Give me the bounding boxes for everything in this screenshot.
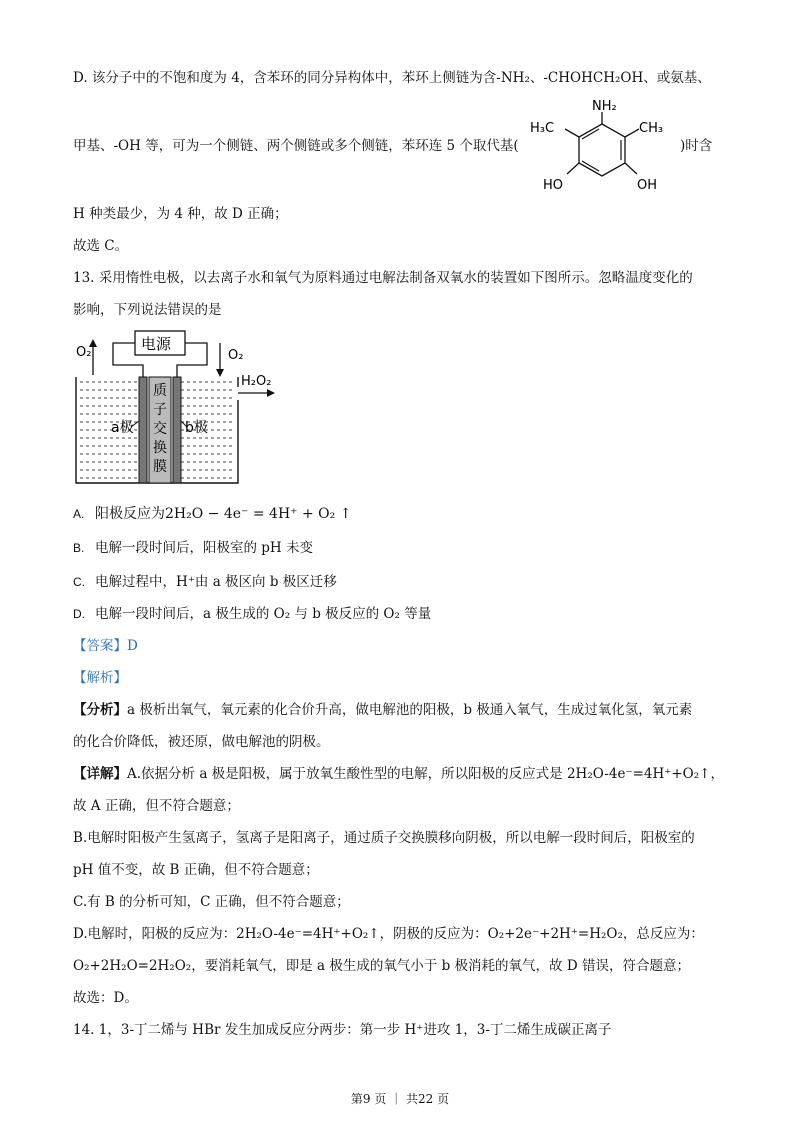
a-electrode-label: a极 xyxy=(111,420,134,436)
q13-analysis-header: 【解析】 xyxy=(73,670,127,686)
prev-d-line1: D. 该分子中的不饱和度为 4，含苯环的同分异构体中，苯环上侧链为含-NH₂、-CHOHCH₂OH、或氨基、 xyxy=(73,70,711,86)
q13-detail-b2: pH 值不变，故 B 正确，但不符合题意； xyxy=(73,862,319,878)
option-text: 电解一段时间后，a 极生成的 O₂ 与 b 极反应的 O₂ 等量 xyxy=(95,606,432,622)
membrane-char-2: 子 xyxy=(153,402,167,418)
page-footer: 第9 页 ｜ 共22 页 xyxy=(350,1092,450,1106)
oh-left-label: HO xyxy=(543,178,564,193)
oh-right-label: OH xyxy=(637,178,658,193)
analysis-tag: 【分析】 xyxy=(73,702,127,718)
q13-choice: 故选：D。 xyxy=(73,990,138,1006)
option-text: 电解过程中，H⁺由 a 极区向 b 极区迁移 xyxy=(95,574,337,590)
option-letter: C. xyxy=(73,575,85,589)
prev-choice: 故选 C。 xyxy=(73,238,129,254)
q14-stem-line1: 14. 1，3-丁二烯与 HBr 发生加成反应分两步：第一步 H⁺进攻 1，3-丁二烯生成碳正离子 xyxy=(73,1022,612,1038)
detail-text: A.依据分析 a 极是阳极，属于放氧生酸性型的电解，所以阳极的反应式是 2H₂O-4e⁻=4H⁺+O₂↑， xyxy=(127,766,724,782)
electrolysis-svg xyxy=(73,325,293,493)
q13-option-b xyxy=(73,539,313,557)
membrane-char-4: 换 xyxy=(153,440,167,456)
o2-left-label: O₂ xyxy=(76,345,92,360)
electrolysis-diagram xyxy=(73,325,293,493)
option-letter: A. xyxy=(73,507,85,521)
membrane-char-5: 膜 xyxy=(153,459,167,475)
power-label: 电源 xyxy=(141,335,172,353)
b-electrode-label: b极 xyxy=(185,420,208,436)
prev-d-line2-post: )时含 xyxy=(680,138,713,154)
q13-option-a xyxy=(73,505,351,523)
q13-option-c xyxy=(73,573,337,591)
h2o2-label: H₂O₂ xyxy=(241,374,272,389)
detail-tag: 【详解】 xyxy=(73,766,127,782)
ch3-left-label: H₃C xyxy=(530,121,555,136)
q13-analysis-line2: 的化合价降低，被还原，做电解池的阴极。 xyxy=(73,734,330,750)
q13-detail-a1 xyxy=(73,765,724,783)
option-letter: D. xyxy=(73,607,85,621)
q13-detail-c: C.有 B 的分析可知，C 正确，但不符合题意； xyxy=(73,894,350,910)
option-letter: B. xyxy=(73,541,85,555)
nh2-label: NH₂ xyxy=(592,99,617,114)
q13-analysis-line1 xyxy=(73,701,692,719)
option-text: 阳极反应为2H₂O − 4e⁻ = 4H⁺ + O₂ ↑ xyxy=(95,506,352,522)
prev-d-line2-pre: 甲基、-OH 等，可为一个侧链、两个侧链或多个侧链，苯环连 5 个取代基( xyxy=(73,138,519,154)
q13-stem-line1: 13. 采用惰性电极，以去离子水和氧气为原料通过电解法制备双氧水的装置如下图所示。忽略温度变化的 xyxy=(73,270,693,286)
prev-d-line3: H 种类最少，为 4 种，故 D 正确； xyxy=(73,206,288,222)
option-text: 电解一段时间后，阳极室的 pH 未变 xyxy=(95,540,313,556)
q13-answer: 【答案】D xyxy=(73,638,138,654)
o2-right-label: O₂ xyxy=(228,348,244,363)
q13-detail-a2: 故 A 正确，但不符合题意； xyxy=(73,798,240,814)
q13-option-d xyxy=(73,605,431,623)
structure-formula xyxy=(525,92,695,202)
q13-stem-line2: 影响，下列说法错误的是 xyxy=(73,302,222,318)
ch3-right-label: CH₃ xyxy=(639,121,664,136)
membrane-char-1: 质 xyxy=(153,383,167,399)
q13-detail-d1: D.电解时，阳极的反应为：2H₂O-4e⁻=4H⁺+O₂↑，阴极的反应为：O₂+2e⁻+2H⁺=H₂O₂，总反应为： xyxy=(73,926,704,942)
analysis-text: a 极析出氧气，氧元素的化合价升高，做电解池的阳极，b 极通入氧气，生成过氧化氢，氧元素 xyxy=(127,702,693,718)
q13-detail-b1: B.电解时阳极产生氢离子，氢离子是阳离子，通过质子交换膜移向阴极，所以电解一段时间后，阳极室的 xyxy=(73,830,695,846)
q13-detail-d2: O₂+2H₂O=2H₂O₂，要消耗氧气，即是 a 极生成的氧气小于 b 极消耗的氧气，故 D 错误，符合题意； xyxy=(73,958,690,974)
membrane-char-3: 交 xyxy=(153,421,167,437)
structure-svg xyxy=(525,92,695,202)
